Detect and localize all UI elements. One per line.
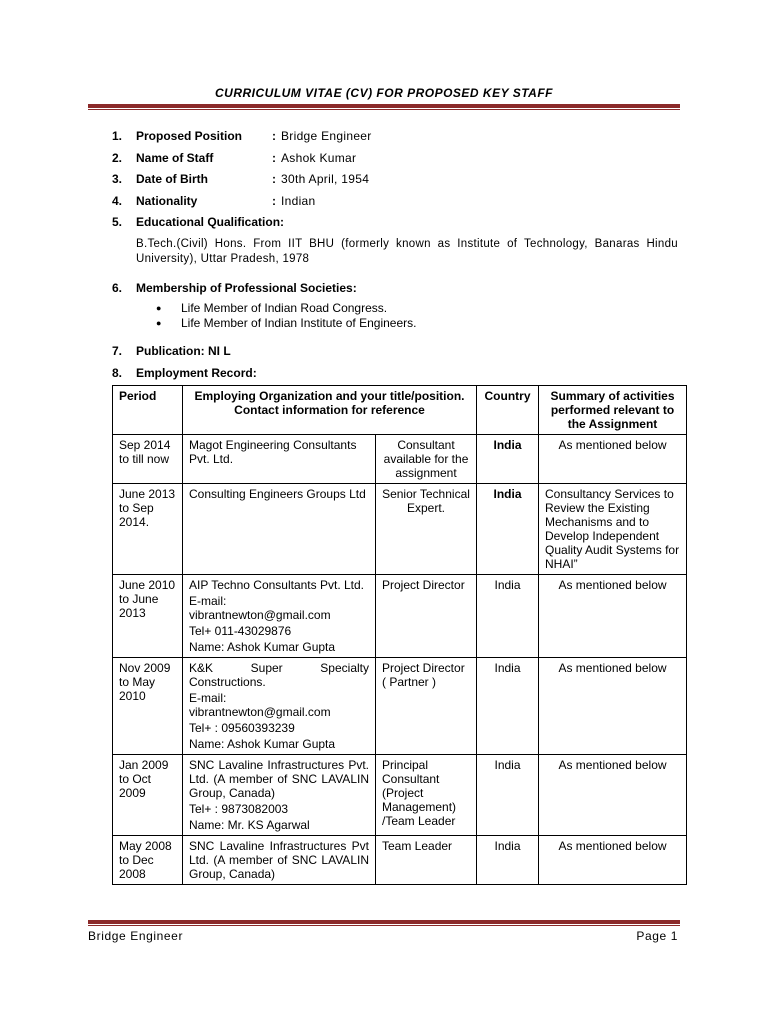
- footer-left: Bridge Engineer: [88, 929, 184, 943]
- cell-summary: As mentioned below: [539, 658, 687, 755]
- cell-title: Project Director ( Partner ): [376, 658, 477, 755]
- footer-page-number: Page 1: [636, 929, 678, 943]
- field-value: Ashok Kumar: [281, 151, 357, 165]
- cell-summary: As mentioned below: [539, 755, 687, 836]
- education-text: B.Tech.(Civil) Hons. From IIT BHU (formerly known as Institute of Technology, Banaras Hindu University), Uttar Pradesh, 1978: [136, 238, 678, 265]
- table-row: [113, 484, 687, 575]
- section-heading: Employment Record:: [136, 366, 257, 380]
- field-value: Indian: [281, 194, 316, 208]
- cell-title: Team Leader: [376, 836, 477, 885]
- cell-organization: SNC Lavaline Infrastructures Pvt Ltd. (A member of SNC LAVALIN Group, Canada): [183, 836, 376, 885]
- cell-period: Sep 2014 to till now: [113, 435, 183, 484]
- table-header-row: [113, 386, 687, 435]
- cell-period: Jan 2009 to Oct 2009: [113, 755, 183, 836]
- cell-title: Project Director: [376, 575, 477, 658]
- field-label: Nationality: [136, 194, 198, 208]
- cell-summary: As mentioned below: [539, 836, 687, 885]
- header-rule: [88, 104, 680, 108]
- cell-summary: Consultancy Services to Review the Existing Mechanisms and to Develop Independent Quality Audit Systems for NHAI”: [539, 484, 687, 575]
- section-heading: Membership of Professional Societies:: [136, 281, 357, 295]
- field-label: Proposed Position: [136, 129, 243, 143]
- page-title: CURRICULUM VITAE (CV) FOR PROPOSED KEY STAFF: [214, 86, 553, 100]
- table-row: [113, 435, 687, 484]
- table-row: [113, 755, 687, 836]
- list-item: ● Life Member of Indian Road Congress.: [156, 301, 416, 316]
- cell-country: India: [477, 836, 539, 885]
- membership-list: [156, 301, 416, 331]
- cell-organization: K&K Super Specialty Constructions. E-mail: vibrantnewton@gmail.com Tel+ : 09560393239 Name: Ashok Kumar Gupta: [183, 658, 376, 755]
- employment-table: [112, 385, 687, 885]
- section-heading: Educational Qualification:: [136, 215, 285, 229]
- cell-title: Consultant available for the assignment: [376, 435, 477, 484]
- cell-period: May 2008 to Dec 2008: [113, 836, 183, 885]
- cell-title: Senior Technical Expert.: [376, 484, 477, 575]
- cell-organization: Magot Engineering Consultants Pvt. Ltd.: [183, 435, 376, 484]
- list-item: ● Life Member of Indian Institute of Engineers.: [156, 316, 416, 331]
- cell-organization: Consulting Engineers Groups Ltd: [183, 484, 376, 575]
- cell-summary: As mentioned below: [539, 575, 687, 658]
- cell-country: India: [477, 755, 539, 836]
- section-heading: Publication: NI L: [136, 344, 231, 358]
- cell-summary: As mentioned below: [539, 435, 687, 484]
- cell-country: India: [477, 658, 539, 755]
- field-value: Bridge Engineer: [281, 129, 372, 143]
- cell-country: India: [477, 575, 539, 658]
- field-label: Name of Staff: [136, 151, 214, 165]
- footer-rule-thin: [88, 925, 680, 926]
- field-label: Date of Birth: [136, 172, 208, 186]
- table-row: [113, 658, 687, 755]
- field-value: 30th April, 1954: [281, 172, 370, 186]
- cell-country: India: [477, 484, 539, 575]
- footer-rule: [88, 920, 680, 924]
- header-summary: Summary of activities performed relevant to the Assignment: [539, 386, 687, 435]
- cell-period: Nov 2009 to May 2010: [113, 658, 183, 755]
- cell-period: June 2010 to June 2013: [113, 575, 183, 658]
- header-organization: Employing Organization and your title/position. Contact information for reference: [183, 386, 477, 435]
- cell-organization: AIP Techno Consultants Pvt. Ltd. E-mail: vibrantnewton@gmail.com Tel+ 011-43029876 Name: Ashok Kumar Gupta: [183, 575, 376, 658]
- cell-title: Principal Consultant (Project Management) /Team Leader: [376, 755, 477, 836]
- cell-country: India: [477, 435, 539, 484]
- table-row: [113, 836, 687, 885]
- header-period: Period: [113, 386, 183, 435]
- table-row: [113, 575, 687, 658]
- header-rule-thin: [88, 109, 680, 110]
- header-country: Country: [477, 386, 539, 435]
- cell-period: June 2013 to Sep 2014.: [113, 484, 183, 575]
- cell-organization: SNC Lavaline Infrastructures Pvt. Ltd. (A member of SNC LAVALIN Group, Canada) Tel+ : 9873082003 Name: Mr. KS Agarwal: [183, 755, 376, 836]
